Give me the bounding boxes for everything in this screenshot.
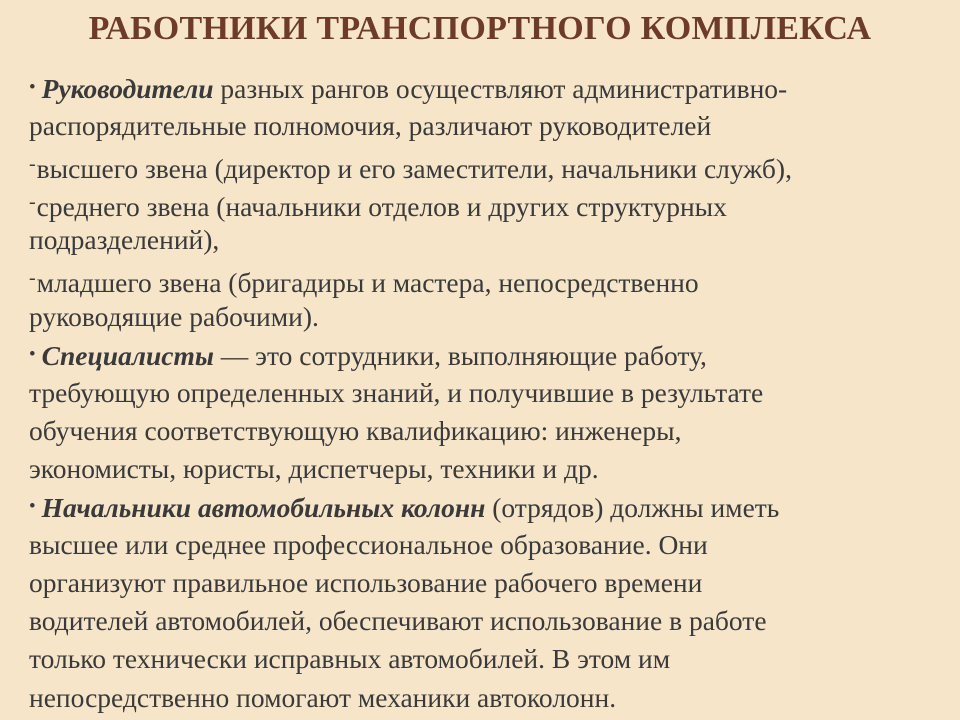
managers-item-junior (29, 259, 934, 297)
section-specialists-line-3: обучения соответствующую квалификацию: инженеры, (29, 414, 682, 446)
text: младшего звена (бригадиры и мастера, непосредственно (36, 267, 699, 299)
term-managers: Руководители (41, 73, 214, 104)
section-column-heads-line-5: только технически исправных автомобилей. В этом им (29, 643, 671, 675)
bullet-icon: • (29, 496, 36, 518)
text: — это сотрудники, выполняющие работу, (213, 339, 707, 371)
section-column-heads-line-6: непосредственно помогают механики автоколонн. (29, 681, 617, 713)
text: разных рангов осуществляют административно- (213, 73, 788, 104)
section-managers-line-2: распорядительные полномочия, различают руководителей (29, 110, 712, 142)
dash-icon: - (29, 153, 36, 176)
dash-icon: - (29, 191, 36, 214)
managers-item-middle-cont: подразделений), (29, 224, 220, 256)
text: высшего звена (директор и его заместители, начальники служб), (36, 153, 792, 185)
section-column-heads-line-4: водителей автомобилей, обеспечивают использование в работе (29, 605, 767, 637)
bullet-icon: • (29, 77, 36, 98)
dash-icon: - (29, 267, 36, 290)
term-specialists: Специалисты (41, 339, 214, 371)
managers-item-senior (29, 145, 934, 183)
section-managers-line-1 (29, 69, 934, 107)
managers-item-junior-cont: руководящие рабочими). (29, 300, 319, 332)
bullet-icon: • (29, 343, 36, 365)
section-specialists-line-1 (29, 336, 934, 374)
section-column-heads-line-2: высшее или среднее профессиональное образование. Они (29, 529, 708, 561)
section-column-heads-line-3: организуют правильное использование рабочего времени (29, 567, 703, 599)
text: среднего звена (начальники отделов и других структурных (36, 191, 727, 223)
slide-body (29, 69, 934, 717)
section-specialists-line-2: требующую определенных знаний, и получившие в результате (29, 376, 764, 408)
term-column-heads: Начальники автомобильных колонн (41, 492, 486, 524)
section-specialists-line-4: экономисты, юристы, диспетчеры, техники и др. (29, 452, 599, 484)
section-column-heads-line-1 (29, 488, 934, 526)
slide-title: РАБОТНИКИ ТРАНСПОРТНОГО КОМПЛЕКСА (88, 10, 872, 47)
text: (отрядов) должны иметь (485, 492, 780, 524)
managers-item-middle (29, 183, 934, 221)
